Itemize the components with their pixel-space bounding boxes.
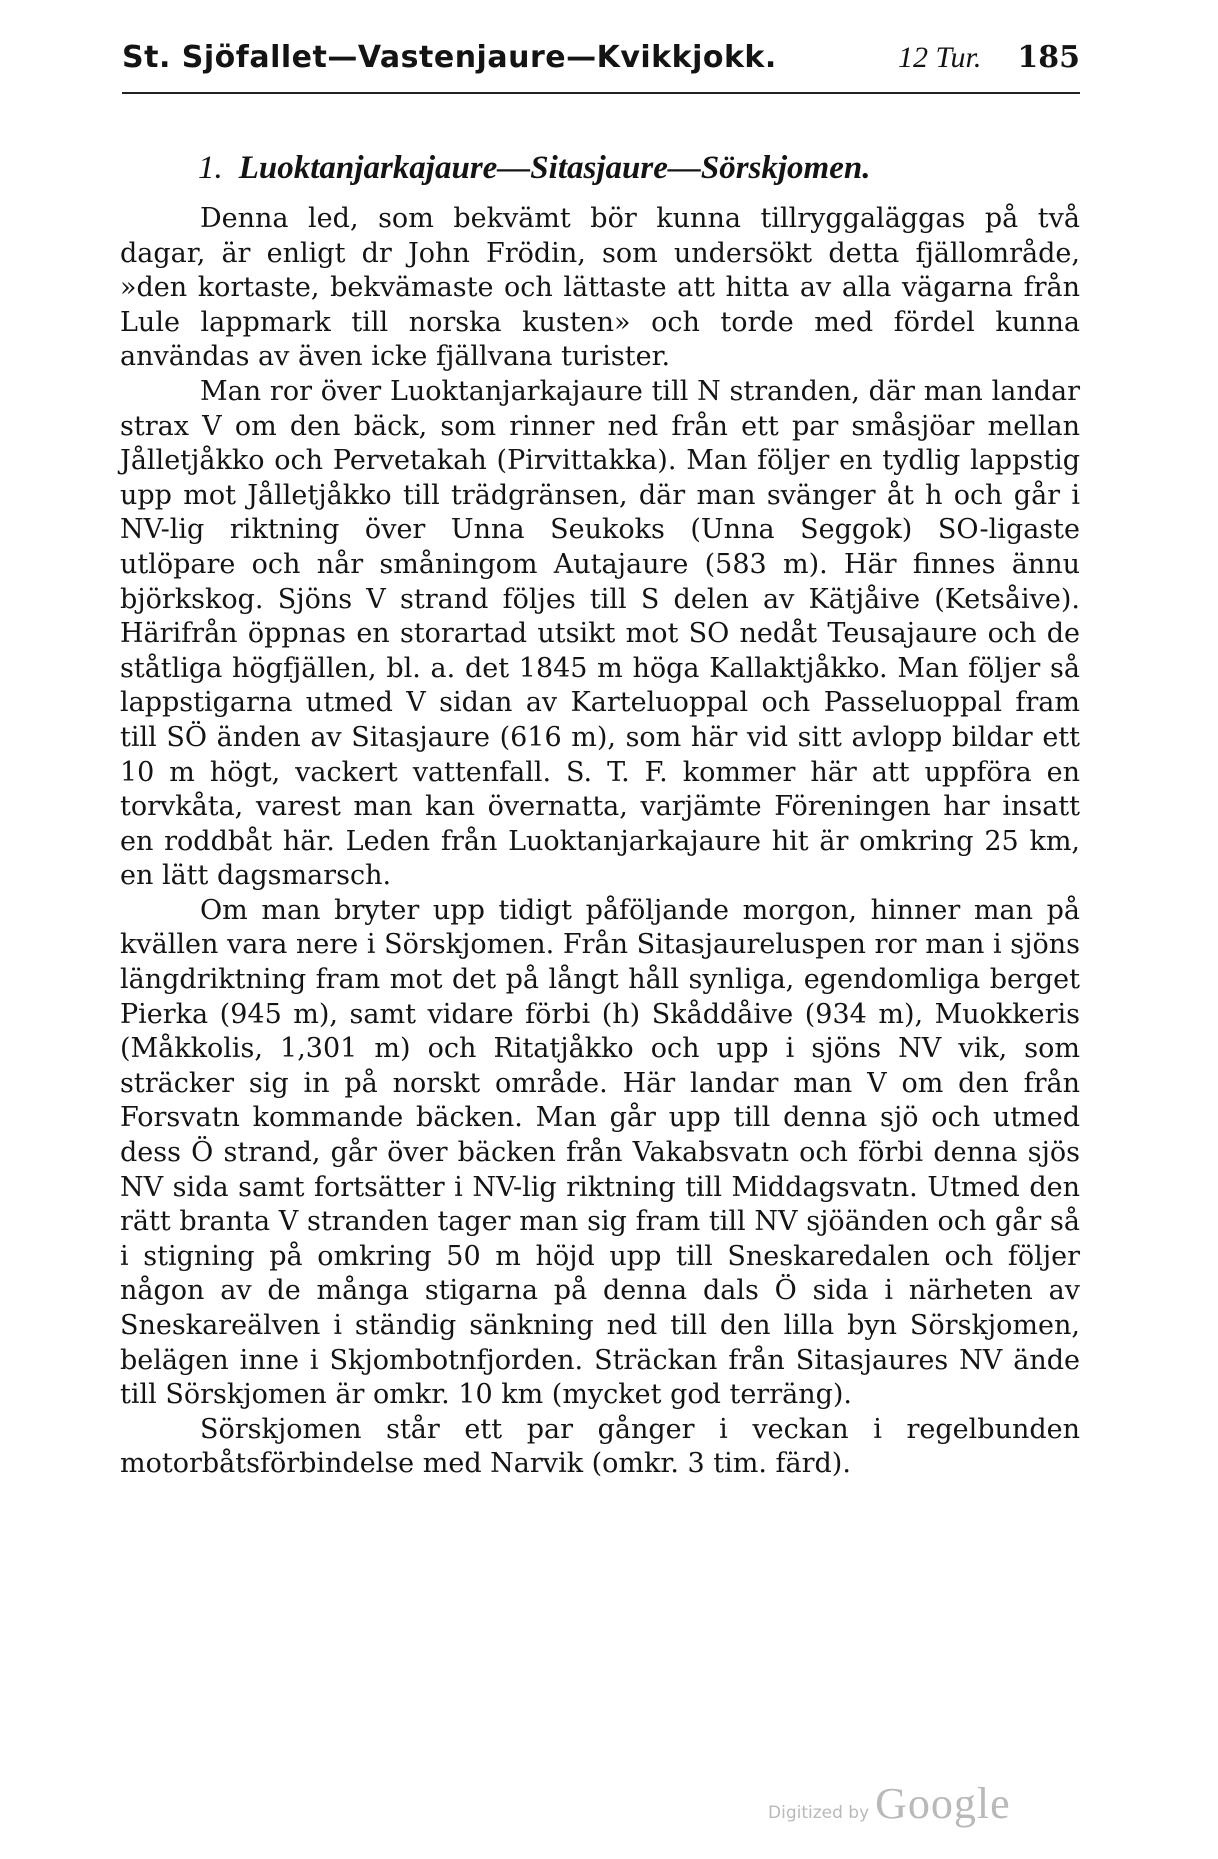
paragraph: Denna led, som bekvämt bör kunna tillryggaläggas på två dagar, är enligt dr John Frödin, som undersökt detta fjällområde, »den kortaste, bekvämaste och lättaste att hitta av alla vägarna från Lule lappmark till norska kusten» och torde med fördel kunna användas av även icke fjällvana turister. xyxy=(120,203,1080,373)
paragraph: Om man bryter upp tidigt påföljande morgon, hinner man på kvällen vara nere i Sörskjomen. Från Sitasjaureluspen ror man i sjöns längdriktning fram mot det på långt håll synliga, egendomliga berget Pierka (945 m), samt vidare förbi (h) Skåddåive (934 m), Muokkeris (Måkkolis, 1,301 m) och Ritatjåkko och upp i sjöns NV vik, som sträcker sig in på norskt område. Här landar man V om den från Forsvatn kommande bäcken. Man går upp till denna sjö och utmed dess Ö strand, går över bäcken från Vakabsvatn och förbi denna sjös NV sida samt fortsätter i NV-lig riktning till Middagsvatn. Utmed den rätt branta V stranden tager man sig fram till NV sjöänden och går så i stigning på omkring 50 m höjd upp till Sneskaredalen och följer någon av de många stigarna på denna dals Ö sida i närheten av Sneskareälven i ständig sänkning ned till den lilla byn Sörskjomen, belägen inne i Skjombotnfjorden. Sträckan från Sitasjaures NV ände till Sörskjomen är omkr. 10 km (mycket god terräng). xyxy=(120,894,1080,1411)
watermark-brand: Google xyxy=(875,1779,1011,1828)
running-title: St. Sjöfallet—Vastenjaure—Kvikkjokk. xyxy=(122,40,777,75)
tour-label: 12 Tur. xyxy=(897,41,982,74)
digitized-watermark xyxy=(768,1778,1011,1829)
paragraph: Man ror över Luoktanjarkajaure till N stranden, där man landar strax V om den bäck, som rinner ned från ett par småsjöar mellan Jålletjåkko och Pervetakah (Pirvittakka). Man följer en tydlig lappstig upp mot Jålletjåkko till trädgränsen, där man svänger åt h och går i NV-lig riktning över Unna Seukoks (Unna Seggok) SO-ligaste utlöpare och når småningom Autajaure (583 m). Här finnes ännu björkskog. Sjöns V strand följes till S delen av Kätjåive (Ketsåive). Härifrån öppnas en storartad utsikt mot SO nedåt Teusajaure och de ståtliga högfjällen, bl. a. det 1845 m höga Kallaktjåkko. Man följer så lappstigarna utmed V sidan av Karteluoppal och Passeluoppal fram till SÖ änden av Sitasjaure (616 m), som här vid sitt avlopp bildar ett 10 m högt, vackert vattenfall. S. T. F. kommer här att uppföra en torvkåta, varest man kan övernatta, varjämte Föreningen har insatt en roddbåt här. Leden från Luoktanjarkajaure hit är omkring 25 km, en lätt dagsmarsch. xyxy=(120,375,1080,892)
body-text xyxy=(120,202,1080,1482)
watermark-prefix: Digitized by xyxy=(768,1803,870,1823)
section-title: Luoktanjarkajaure—Sitasjaure—Sörskjomen. xyxy=(238,150,871,186)
paragraph: Sörskjomen står ett par gånger i veckan i regelbunden motorbåtsförbindelse med Narvik (omkr. 3 tim. färd). xyxy=(120,1413,1080,1480)
header-rule xyxy=(122,92,1080,94)
page-header xyxy=(122,40,1080,88)
section-heading xyxy=(198,150,1058,187)
section-number: 1. xyxy=(198,150,223,186)
page-number: 185 xyxy=(1017,40,1080,75)
